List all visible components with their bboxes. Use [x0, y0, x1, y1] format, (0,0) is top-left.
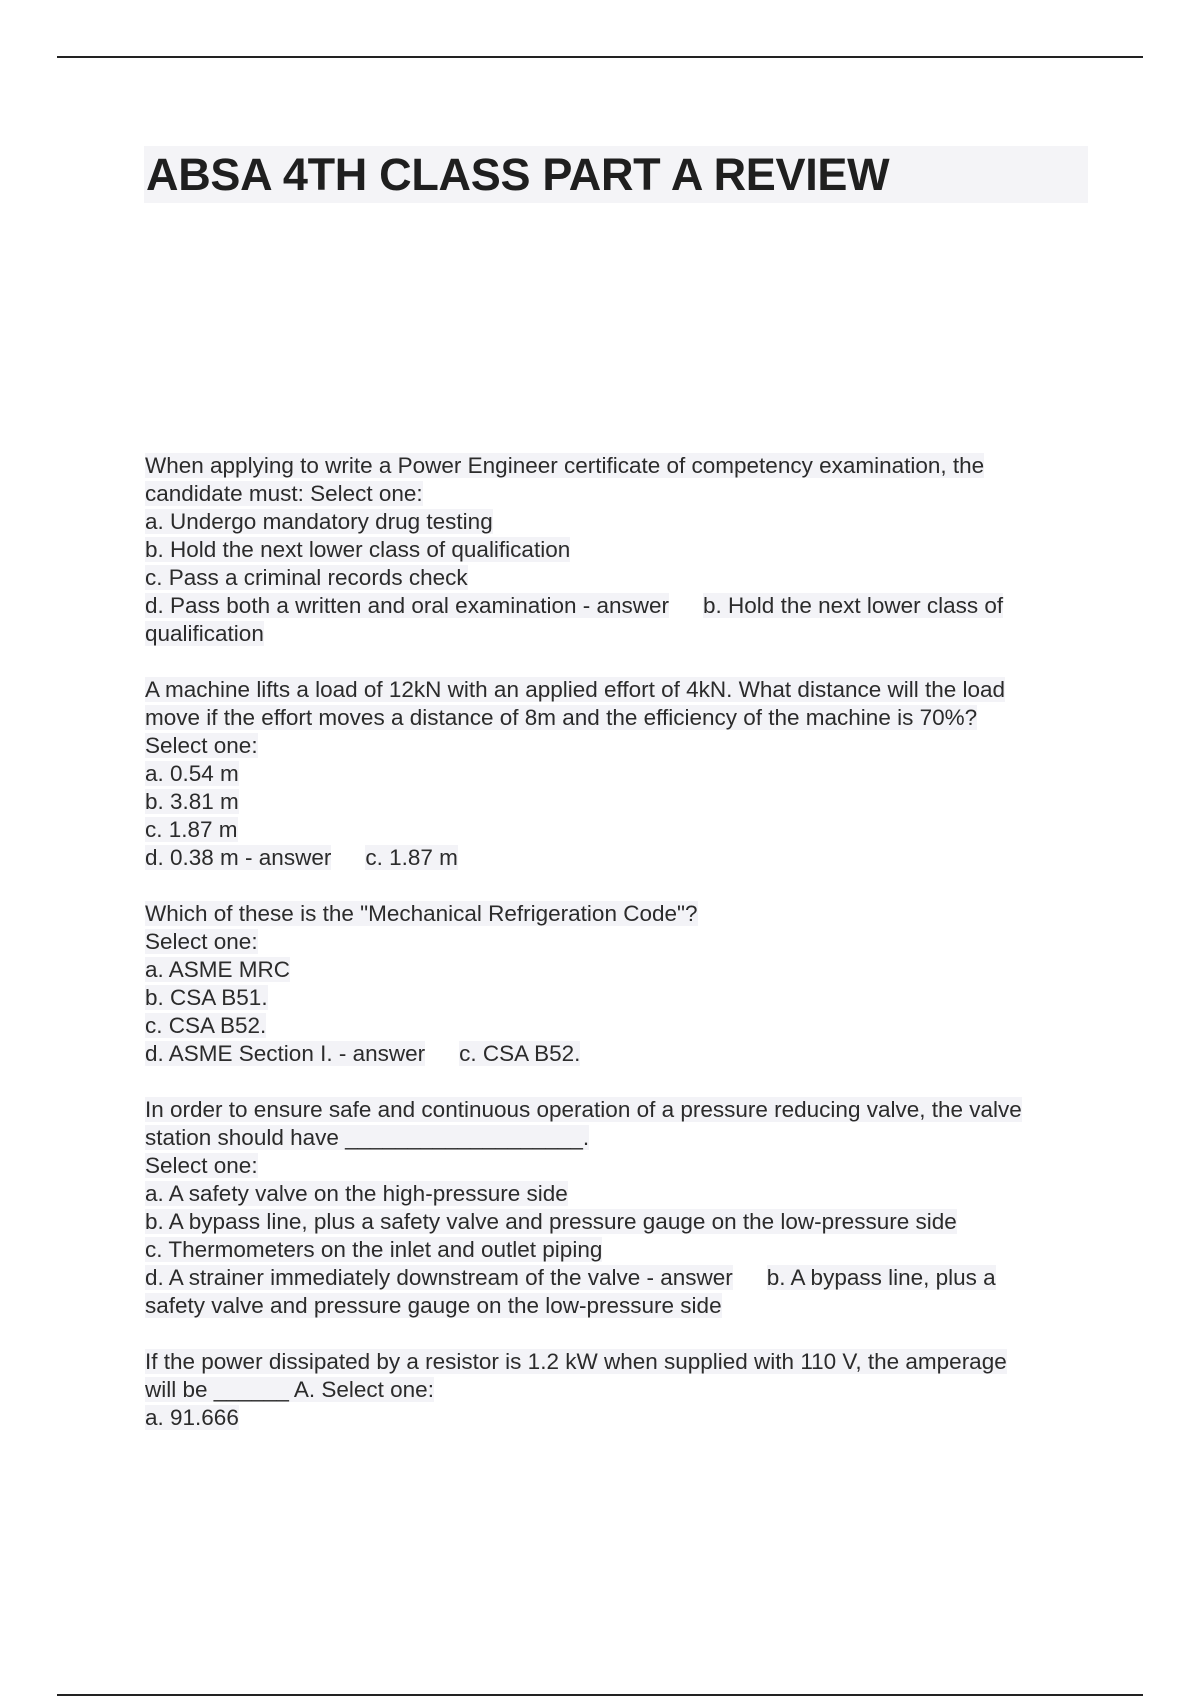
- answer-line: d. ASME Section I. - answer c. CSA B52.: [145, 1041, 581, 1066]
- answer-text: safety valve and pressure gauge on the low-pressure side: [145, 1293, 722, 1318]
- question-block: [145, 452, 1090, 648]
- question-line: candidate must: Select one:: [145, 481, 423, 506]
- question-line: move if the effort moves a distance of 8m and the efficiency of the machine is 70%?: [145, 705, 978, 730]
- answer-line: d. 0.38 m - answer c. 1.87 m: [145, 845, 458, 870]
- page-bottom-rule: [57, 1694, 1143, 1696]
- question-line: Select one:: [145, 929, 258, 954]
- option-line: c. Pass a criminal records check: [145, 565, 468, 590]
- question-line: Which of these is the "Mechanical Refrigeration Code"?: [145, 901, 698, 926]
- answer-text: b. A bypass line, plus a: [766, 1265, 996, 1290]
- option-line: b. A bypass line, plus a safety valve and pressure gauge on the low-pressure side: [145, 1209, 957, 1234]
- question-line: If the power dissipated by a resistor is 1.2 kW when supplied with 110 V, the amperage: [145, 1349, 1007, 1374]
- option-line: a. A safety valve on the high-pressure side: [145, 1181, 568, 1206]
- option-line: b. CSA B51.: [145, 985, 268, 1010]
- question-block: [145, 900, 1090, 1068]
- option-line: c. Thermometers on the inlet and outlet piping: [145, 1237, 603, 1262]
- question-line: A machine lifts a load of 12kN with an applied effort of 4kN. What distance will the load: [145, 677, 1006, 702]
- answer-text: b. Hold the next lower class of: [703, 593, 1004, 618]
- document-body: [145, 452, 1090, 1460]
- page-top-rule: [57, 56, 1143, 58]
- question-line: will be ______ A. Select one:: [145, 1377, 434, 1402]
- question-block: [145, 1348, 1090, 1432]
- question-line: When applying to write a Power Engineer certificate of competency examination, the: [145, 453, 985, 478]
- answer-text: c. 1.87 m: [365, 845, 458, 870]
- answer-text: c. CSA B52.: [459, 1041, 581, 1066]
- question-block: [145, 1096, 1090, 1320]
- question-line: Select one:: [145, 733, 258, 758]
- option-line: b. 3.81 m: [145, 789, 239, 814]
- option-line: c. CSA B52.: [145, 1013, 267, 1038]
- question-line: In order to ensure safe and continuous operation of a pressure reducing valve, the valve: [145, 1097, 1022, 1122]
- question-line: station should have ___________________.: [145, 1125, 590, 1150]
- option-line: a. 91.666: [145, 1405, 239, 1430]
- question-line: Select one:: [145, 1153, 258, 1178]
- question-block: [145, 676, 1090, 872]
- option-line: b. Hold the next lower class of qualification: [145, 537, 571, 562]
- answer-line: d. Pass both a written and oral examination - answer b. Hold the next lower class of: [145, 593, 1004, 618]
- option-line: a. Undergo mandatory drug testing: [145, 509, 493, 534]
- answer-line: d. A strainer immediately downstream of the valve - answer b. A bypass line, plus a: [145, 1265, 996, 1290]
- option-line: a. ASME MRC: [145, 957, 291, 982]
- option-line: c. 1.87 m: [145, 817, 238, 842]
- answer-text: qualification: [145, 621, 264, 646]
- answer-line: [145, 1292, 1090, 1320]
- document-title: ABSA 4TH CLASS PART A REVIEW: [146, 149, 890, 200]
- answer-line: [145, 620, 1090, 648]
- option-line: a. 0.54 m: [145, 761, 239, 786]
